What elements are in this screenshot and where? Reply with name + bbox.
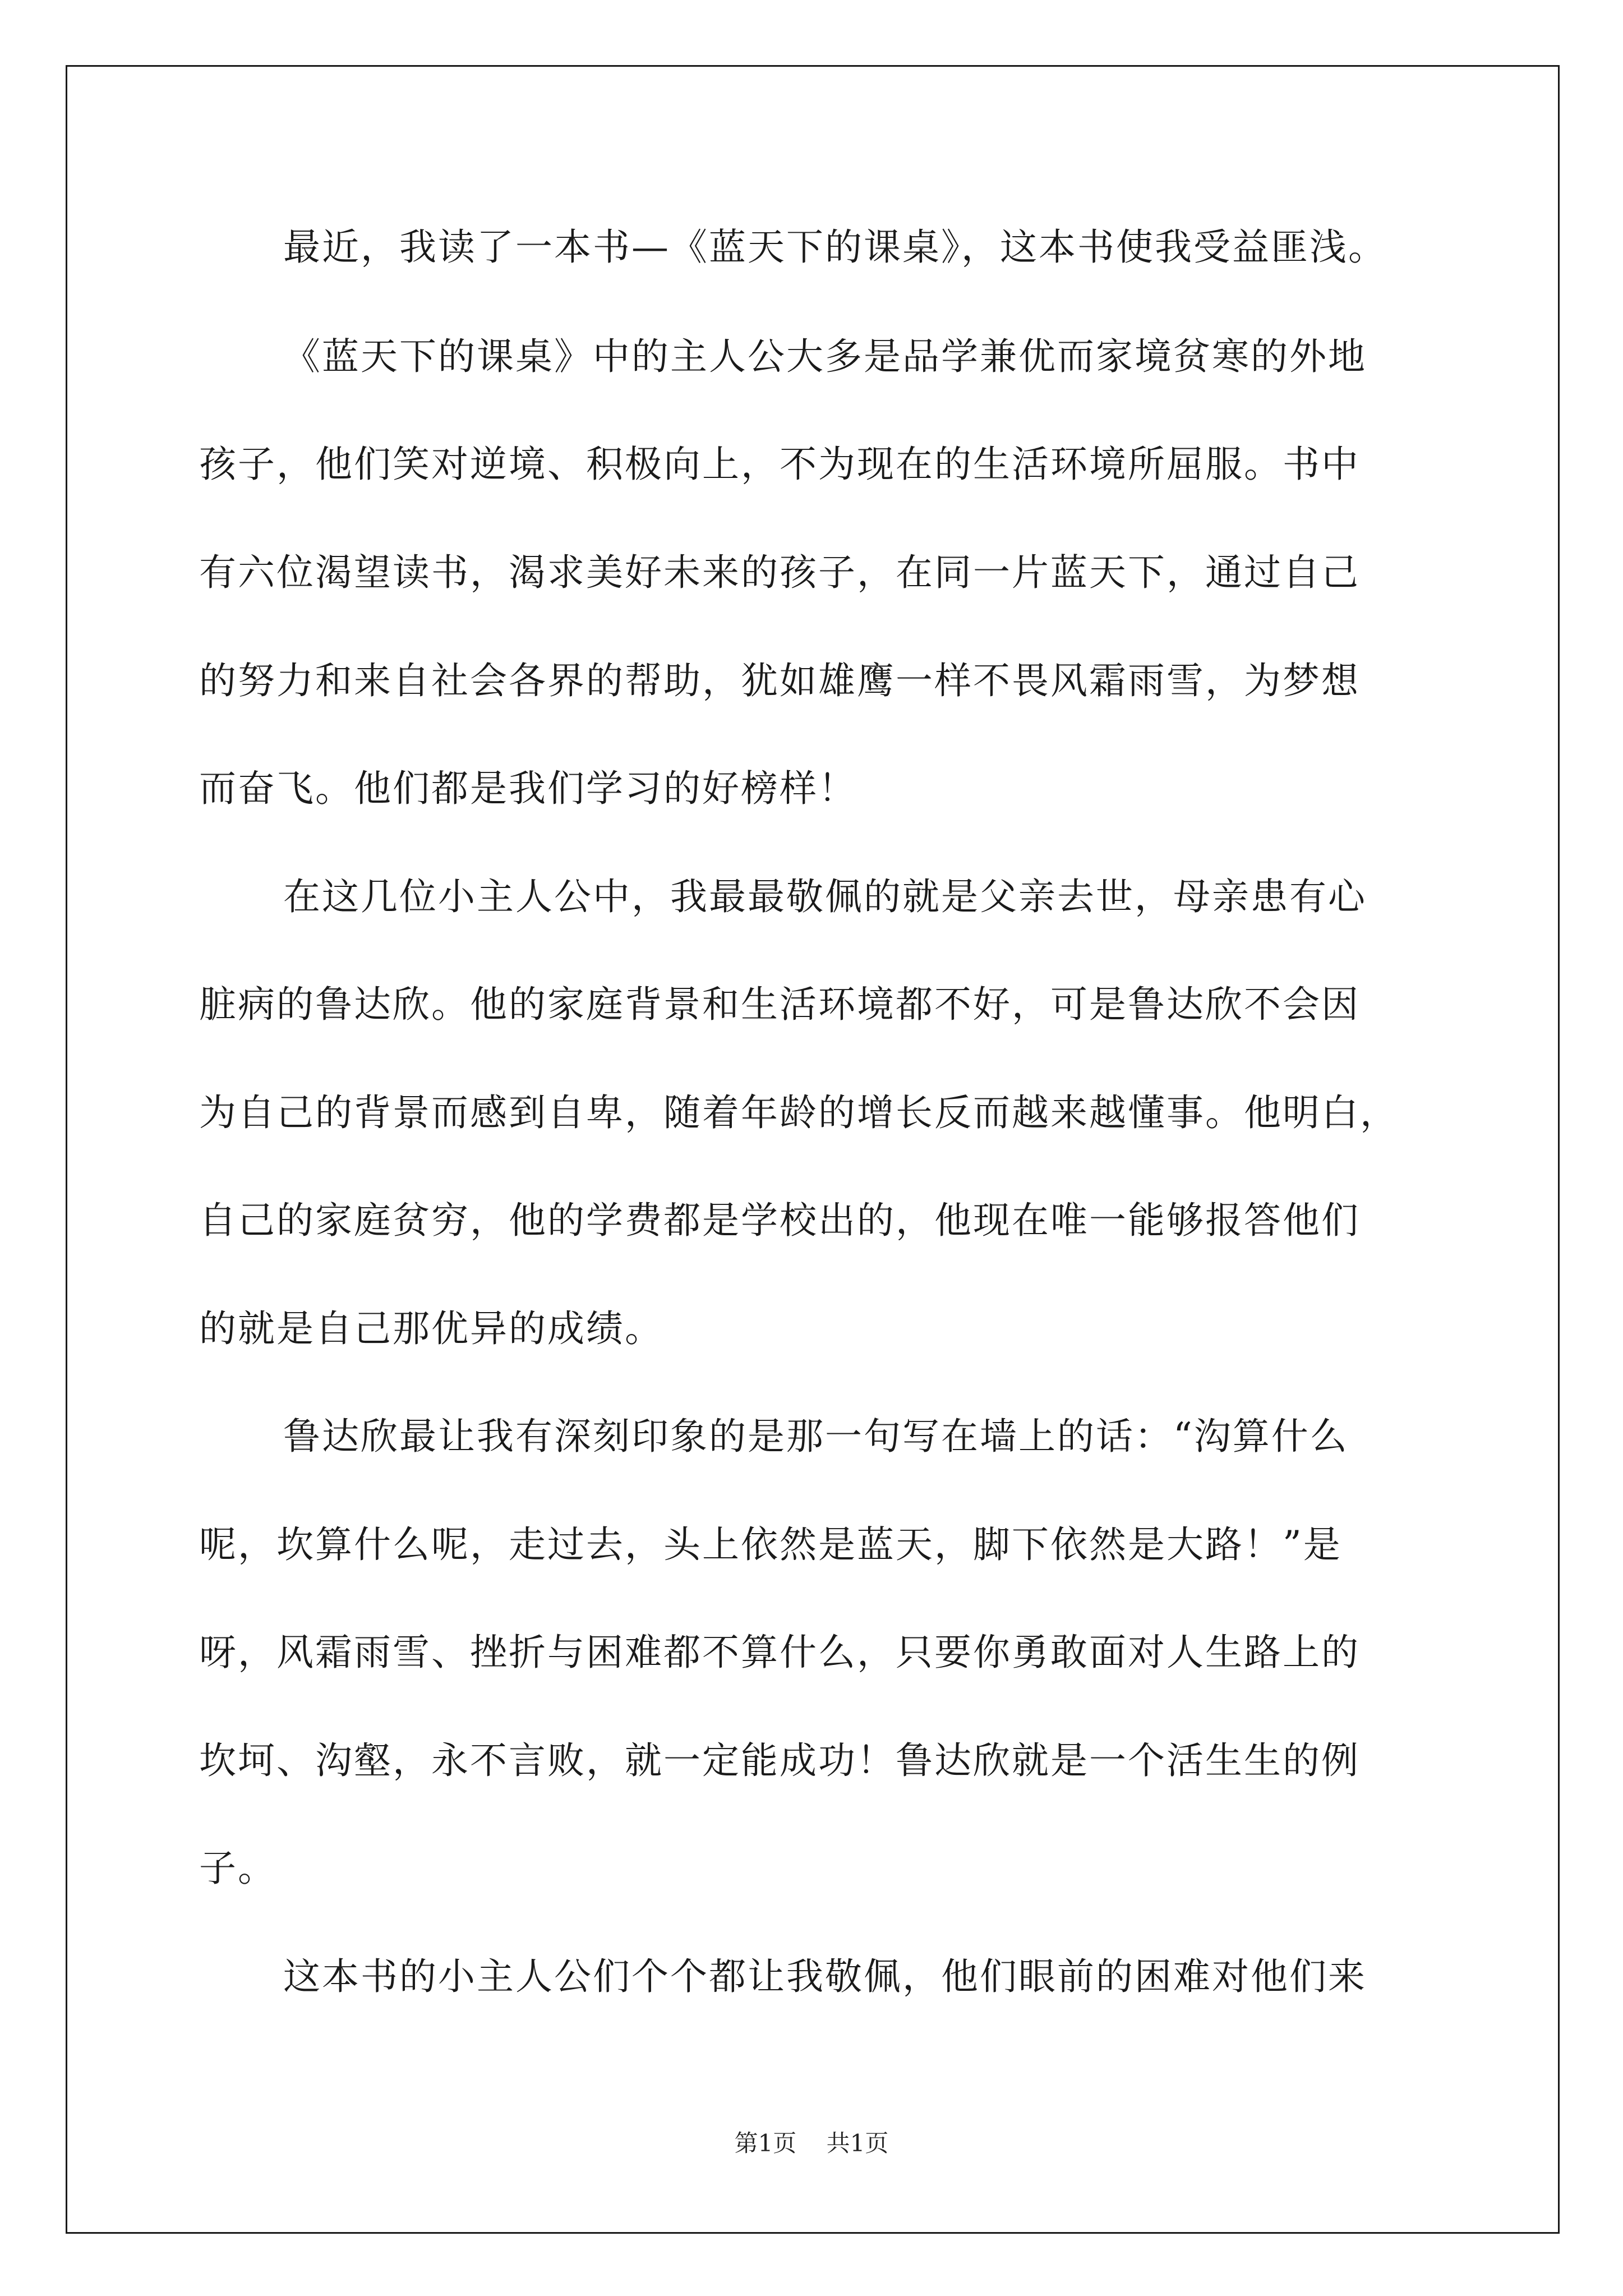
paragraph-4-line-5: 子。	[199, 1847, 276, 1890]
paragraph-4-line-2: 呢，坎算什么呢，走过去，头上依然是蓝天，脚下依然是大路！”是	[199, 1523, 1342, 1566]
paragraph-4-line-3: 呀，风霜雨雪、挫折与困难都不算什么，只要你勇敢面对人生路上的	[199, 1631, 1360, 1674]
paragraph-3-line-3: 为自己的背景而感到自卑，随着年龄的增长反而越来越懂事。他明白，	[199, 1091, 1399, 1134]
paragraph-2-line-4: 的努力和来自社会各界的帮助，犹如雄鹰一样不畏风霜雨雪，为梦想	[199, 659, 1360, 702]
paragraph-4-line-1: 鲁达欣最让我有深刻印象的是那一句写在墙上的话：“沟算什么	[283, 1415, 1349, 1458]
paragraph-3-line-2: 脏病的鲁达欣。他的家庭背景和生活环境都不好，可是鲁达欣不会因	[199, 983, 1360, 1026]
paragraph-4-line-4: 坎坷、沟壑，永不言败，就一定能成功！鲁达欣就是一个活生生的例	[199, 1739, 1360, 1782]
paragraph-5-line-1: 这本书的小主人公们个个都让我敬佩，他们眼前的困难对他们来	[283, 1955, 1367, 1998]
paragraph-3-line-5: 的就是自己那优异的成绩。	[199, 1307, 663, 1350]
paragraph-3-line-4: 自己的家庭贫穷，他的学费都是学校出的，他现在唯一能够报答他们	[199, 1199, 1360, 1242]
paragraph-1-line-1: 最近，我读了一本书—《蓝天下的课桌》，这本书使我受益匪浅。	[283, 226, 1387, 269]
paragraph-2-line-5: 而奋飞。他们都是我们学习的好榜样！	[199, 767, 857, 810]
paragraph-2-line-1: 《蓝天下的课桌》中的主人公大多是品学兼优而家境贫寒的外地	[283, 335, 1367, 378]
paragraph-2-line-2: 孩子，他们笑对逆境、积极向上，不为现在的生活环境所屈服。书中	[199, 443, 1360, 486]
paragraph-3-line-1: 在这几位小主人公中，我最最敬佩的就是父亲去世，母亲患有心	[283, 875, 1367, 918]
page-border	[66, 65, 1560, 2234]
paragraph-2-line-3: 有六位渴望读书，渴求美好未来的孩子，在同一片蓝天下，通过自己	[199, 551, 1360, 594]
page-footer: 第1页 共1页	[734, 2129, 889, 2157]
